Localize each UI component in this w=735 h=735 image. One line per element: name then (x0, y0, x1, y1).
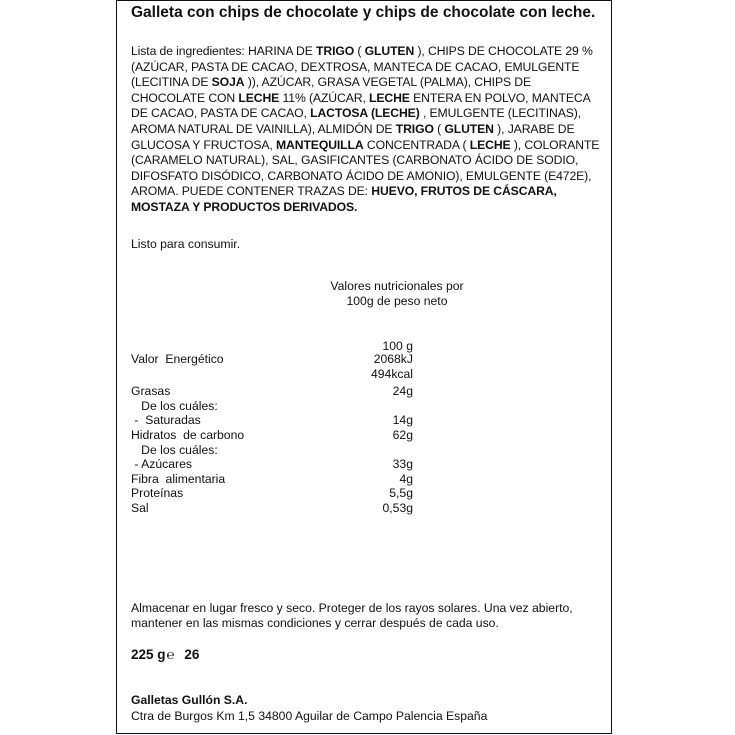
net-weight-value: 225 g (131, 647, 166, 662)
product-label (116, 0, 612, 734)
nutrition-row-value: 2068kJ (373, 352, 413, 366)
allergen-text: LACTOSA (LECHE) (310, 106, 420, 121)
allergen-text: MANTEQUILLA (275, 137, 364, 152)
nutrition-row-label: Fibra alimentaria (131, 471, 226, 486)
ingredient-text: ( (354, 44, 365, 58)
unit-count: 26 (184, 647, 200, 662)
company-address: Ctra de Burgos Km 1,5 34800 Aguilar de Campo Palencia España (131, 709, 488, 723)
ingredient-text: 11% (AZÚCAR, (279, 90, 370, 105)
allergen-text: GLUTEN (444, 121, 494, 136)
nutrition-row-label: Sal (131, 501, 149, 515)
ingredient-text: ), COLORANTE (CARAMELO NATURAL), SAL, GASIFICANTES (CARBONATO ÁCIDO DE SODIO, DIFOSFATO DISÓDICO, CARBONATO ÁCIDO DE AMONIO), EMULGENTE (E472E), AROMA. PUEDE CONTENER TRAZAS DE: (131, 137, 600, 199)
ingredient-text: CONCENTRADA ( (363, 137, 470, 152)
nutrition-header-line1: Valores nutricionales por (330, 279, 464, 293)
nutrition-row-label: Proteínas (131, 486, 184, 501)
net-weight (131, 647, 199, 662)
company-name: Galletas Gullón S.A. (131, 693, 248, 707)
nutrition-row-value: 14g (392, 413, 413, 428)
nutrition-row-label: Hidratos de carbono (131, 428, 245, 442)
nutrition-row-label: De los cuáles: (131, 398, 218, 413)
allergen-text: TRIGO (316, 44, 355, 58)
product-title: Galleta con chips de chocolate y chips de chocolate con leche. (131, 4, 596, 21)
ingredient-text: Lista de ingredientes: HARINA DE (131, 44, 317, 58)
ready-to-eat-note: Listo para consumir. (131, 237, 241, 251)
allergen-text: LECHE (369, 90, 410, 105)
nutrition-row-label: Valor Energético (131, 352, 224, 366)
allergen-text: LECHE (238, 90, 280, 105)
estimated-sign-icon: ℮ (166, 647, 175, 662)
allergen-text: LECHE (469, 137, 511, 152)
allergen-text: TRIGO (395, 121, 434, 136)
ingredient-text: , EMULGENTE (LECITINAS), AROMA NATURAL DE VAINILLA), ALMIDÓN DE (131, 106, 582, 136)
allergen-text: GLUTEN (364, 44, 415, 58)
nutrition-row-label: De los cuáles: (131, 442, 218, 457)
ingredient-text: ), CHIPS DE CHOCOLATE 29 % (AZÚCAR, PASTA DE CACAO, DEXTROSA, MANTECA DE CACAO, EMULGENTE (LECITINA DE (131, 44, 593, 90)
ingredient-text: ( (433, 121, 445, 136)
ingredient-text: ), JARABE DE GLUCOSA Y FRUCTOSA, (131, 121, 575, 152)
storage-line-2: mantener en las mismas condiciones y cerrar después de cada uso. (131, 616, 499, 630)
nutrition-row-label: Grasas (131, 384, 171, 399)
nutrition-row-label: - Azúcares (131, 457, 192, 472)
allergen-text: HUEVO, FRUTOS DE CÁSCARA, MOSTAZA Y PRODUCTOS DERIVADOS. (131, 184, 557, 214)
storage-line-1: Almacenar en lugar fresco y seco. Proteger de los rayos solares. Una vez abierto, (131, 601, 573, 615)
ingredients-list (131, 44, 607, 216)
ingredient-text: )), AZÚCAR, GRASA VEGETAL (PALMA), CHIPS DE CHOCOLATE CON (131, 75, 532, 105)
ingredient-text: ENTERA EN POLVO, MANTECA DE CACAO, PASTA DE CACAO, (131, 90, 590, 121)
nutrition-row-value: 0,53g (382, 501, 413, 515)
nutrition-row-value: 5,5g (389, 486, 413, 501)
nutrition-row-value: 494kcal (370, 366, 413, 381)
allergen-text: SOJA (211, 75, 245, 90)
nutrition-row-value: 4g (399, 471, 413, 486)
nutrition-row-label: - Saturadas (131, 413, 201, 428)
nutrition-header-line2: 100g de peso neto (346, 294, 448, 308)
nutrition-row-value: 33g (392, 457, 413, 472)
nutrition-column-header: 100 g (382, 339, 413, 353)
nutrition-row-value: 62g (392, 428, 413, 442)
nutrition-row-value: 24g (392, 384, 413, 399)
